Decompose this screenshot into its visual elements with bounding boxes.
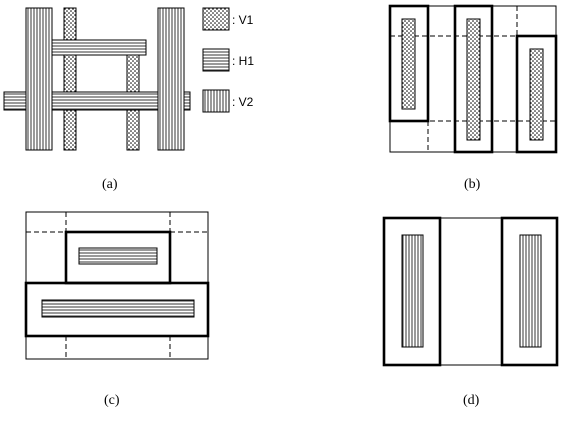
v2-bar — [158, 8, 184, 150]
v2-bar — [26, 8, 52, 150]
h1-bar — [42, 300, 194, 317]
caption-c: (c) — [104, 393, 120, 408]
h1-bar — [79, 248, 157, 264]
caption-a: (a) — [102, 177, 118, 192]
v1-strip — [530, 49, 543, 140]
legend — [203, 8, 254, 112]
legend-label-v1: : V1 — [232, 13, 254, 27]
v2-bar — [402, 235, 423, 347]
v1-strip — [64, 8, 76, 150]
legend-swatch-v1 — [203, 8, 229, 30]
v2-bar — [520, 235, 541, 347]
v1-strip — [467, 19, 480, 140]
legend-label-v2: : V2 — [232, 95, 254, 109]
v1-strip — [402, 19, 415, 109]
legend-swatch-v2 — [203, 90, 229, 112]
h1-bar — [52, 40, 146, 55]
legend-swatch-h1 — [203, 49, 229, 71]
caption-b: (b) — [464, 177, 481, 192]
panel-c — [26, 212, 208, 359]
panel-b — [390, 6, 556, 152]
caption-d: (d) — [463, 393, 480, 408]
legend-label-h1: : H1 — [232, 54, 255, 68]
panel-d — [384, 218, 557, 365]
panel-a — [4, 8, 190, 150]
